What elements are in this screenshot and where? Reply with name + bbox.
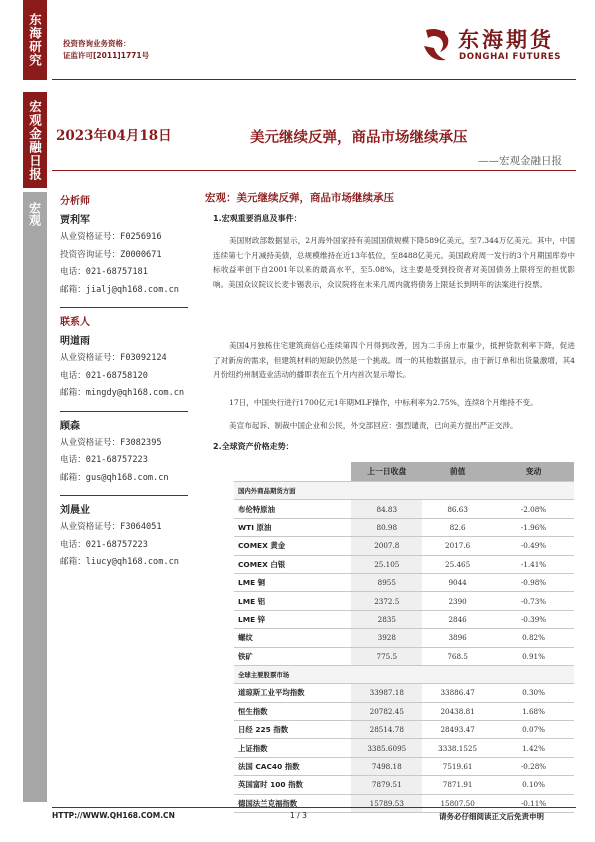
table-row: [234, 647, 574, 665]
asset-name: 法国 CAC40 指数: [234, 757, 351, 775]
prev-close: 20782.45: [351, 702, 422, 720]
asset-name: 上证指数: [234, 739, 351, 757]
contact-name: 明道雨: [60, 336, 90, 347]
prior-value: 15807.50: [422, 794, 493, 812]
table-row: [234, 610, 574, 628]
table-row: [234, 684, 574, 702]
prev-close: 25.105: [351, 555, 422, 573]
sidebar-divider: [60, 495, 188, 496]
paragraph: 美国4月独栋住宅建筑商信心连续第四个月得到改善，因为二手房上市量少，抵押贷款利率下降，促进了对新房的需求，但建筑材料的短缺仍然是一个挑战。周一的其他数据显示，由于新订单和出货量激增，其4月份纽约州制造业活动的播即表在五个月内首次显示增长。: [213, 341, 575, 380]
logo-english-name: DONGHAI FUTURES: [459, 52, 562, 62]
prev-close: 7879.51: [351, 776, 422, 794]
analyst-heading: 分析师: [60, 196, 90, 207]
column-header: 变动: [493, 462, 574, 482]
report-date: 2023年04月18日: [56, 128, 172, 144]
table-row: [234, 702, 574, 720]
asset-name: LME 锌: [234, 610, 351, 628]
analyst-advisory-license: 投资咨询证号：Z0000671: [60, 249, 162, 260]
sidebar-divider: [60, 411, 188, 412]
prior-value: 20438.81: [422, 702, 493, 720]
asset-name: COMEX 黄金: [234, 537, 351, 555]
table-group-label: 国内外商品期货方面: [234, 482, 574, 500]
prior-value: 86.63: [422, 500, 493, 518]
logo-chinese-name: 东海期货: [458, 27, 554, 52]
asset-name: LME 铝: [234, 592, 351, 610]
change-percent: 1.42%: [493, 739, 574, 757]
change-percent: -0.49%: [493, 537, 574, 555]
change-percent: -0.28%: [493, 757, 574, 775]
contact-license: 从业资格证号：F3064051: [60, 522, 162, 532]
prev-close: 84.83: [351, 500, 422, 518]
prev-close: 2835: [351, 610, 422, 628]
subheading-macro-news: 1.宏观重要消息及事件：: [213, 214, 302, 223]
contact-email[interactable]: 邮箱：liucy@qh168.com.cn: [60, 557, 179, 567]
prior-value: 2390: [422, 592, 493, 610]
qualification-line-1: 投资咨询业务资格：: [63, 39, 131, 48]
header-divider: [52, 79, 576, 80]
contact-license: 从业资格证号：F03092124: [60, 353, 167, 363]
contact-name: 顾森: [60, 420, 80, 432]
prior-value: 2846: [422, 610, 493, 628]
change-percent: -0.39%: [493, 610, 574, 628]
column-header: 前值: [422, 462, 493, 482]
table-row: [234, 739, 574, 757]
table-group-label: 全球主要股票市场: [234, 665, 574, 683]
table-header-row: [234, 462, 574, 482]
analyst-license: 从业资格证号：F0256916: [60, 232, 162, 242]
prev-close: 3385.6095: [351, 739, 422, 757]
change-percent: -0.73%: [493, 592, 574, 610]
asset-name: 日经 225 指数: [234, 721, 351, 739]
prev-close: 28514.78: [351, 721, 422, 739]
prev-close: 7498.18: [351, 757, 422, 775]
change-percent: 1.68%: [493, 702, 574, 720]
change-percent: -1.41%: [493, 555, 574, 573]
asset-name: 布伦特原油: [234, 500, 351, 518]
contact-phone: 电话：021-68757223: [60, 539, 148, 550]
paragraph: 17日，中国央行进行1700亿元1年期MLF操作，中标利率为2.75%，连续8个月维持不变。: [229, 398, 538, 407]
asset-name: 铁矿: [234, 647, 351, 665]
table-row: [234, 794, 574, 812]
table-row: [234, 555, 574, 573]
category-tab: [23, 192, 47, 802]
footer-disclaimer: 请务必仔细阅读正文后免责申明: [439, 812, 544, 821]
footer-divider: [52, 807, 576, 808]
contact-phone: 电话：021-68758120: [60, 370, 148, 381]
asset-name: WTI 原油: [234, 518, 351, 536]
qualification-text: [63, 38, 149, 62]
prior-value: 9044: [422, 573, 493, 591]
table-corner: [234, 462, 351, 482]
analyst-email[interactable]: 邮箱：jialj@qh168.com.cn: [60, 284, 179, 295]
prior-value: 3896: [422, 629, 493, 647]
asset-name: 螺纹: [234, 629, 351, 647]
change-percent: -1.96%: [493, 518, 574, 536]
analyst-name: 贾利军: [60, 215, 90, 226]
table-row: [234, 629, 574, 647]
paragraph: 美宣布起诉、制裁中国企业和公民，外交部回应：强烈谴责，已向美方提出严正交涉。: [229, 421, 518, 430]
prior-value: 28493.47: [422, 721, 493, 739]
table-group-row: [234, 482, 574, 500]
table-group-row: [234, 665, 574, 683]
table-row: [234, 721, 574, 739]
change-percent: 0.07%: [493, 721, 574, 739]
contact-heading: 联系人: [60, 317, 90, 328]
column-header: 上一日收盘: [351, 462, 422, 482]
table-row: [234, 776, 574, 794]
footer-url-link[interactable]: HTTP://WWW.QH168.COM.CN: [52, 811, 175, 820]
analyst-sidebar: [60, 192, 190, 572]
report-type-tab: 宏观金融日报: [23, 92, 47, 188]
asset-name: 恒生指数: [234, 702, 351, 720]
asset-name: 德国法兰克福指数: [234, 794, 351, 812]
table-row: [234, 500, 574, 518]
analyst-phone: 电话：021-68757181: [60, 267, 148, 277]
table-body: [234, 482, 574, 813]
asset-price-table: [234, 462, 574, 813]
prev-close: 15789.53: [351, 794, 422, 812]
contact-email[interactable]: 邮箱：gus@qh168.com.cn: [60, 472, 169, 483]
qualification-line-2: 证监许可[2011]1771号: [63, 51, 150, 60]
table-row: [234, 573, 574, 591]
prev-close: 2372.5: [351, 592, 422, 610]
report-subtitle: ——宏观金融日报: [478, 155, 562, 167]
prior-value: 2017.6: [422, 537, 493, 555]
sidebar-divider: [60, 307, 188, 308]
prev-close: 775.5: [351, 647, 422, 665]
prior-value: 33886.47: [422, 684, 493, 702]
prev-close: 3928: [351, 629, 422, 647]
contact-phone: 电话：021-68757223: [60, 455, 148, 465]
change-percent: 0.30%: [493, 684, 574, 702]
report-title: 美元继续反弹，商品市场继续承压: [250, 129, 468, 146]
table-row: [234, 592, 574, 610]
change-percent: 0.10%: [493, 776, 574, 794]
contact-name: 刘晨业: [60, 505, 90, 516]
prior-value: 768.5: [422, 647, 493, 665]
asset-name: 英国富时 100 指数: [234, 776, 351, 794]
prior-value: 7871.91: [422, 776, 493, 794]
donghai-logo-icon: [420, 24, 454, 66]
page-number: 1 / 3: [290, 811, 307, 820]
title-divider: [52, 170, 576, 171]
change-percent: -2.08%: [493, 500, 574, 518]
change-percent: -0.11%: [493, 794, 574, 812]
asset-name: COMEX 白银: [234, 555, 351, 573]
asset-name: LME 铜: [234, 573, 351, 591]
prev-close: 33987.18: [351, 684, 422, 702]
prior-value: 3338.1525: [422, 739, 493, 757]
prev-close: 8955: [351, 573, 422, 591]
change-percent: 0.82%: [493, 629, 574, 647]
prior-value: 82.6: [422, 518, 493, 536]
section-title: 宏观：美元继续反弹，商品市场继续承压: [205, 192, 394, 204]
prior-value: 25.465: [422, 555, 493, 573]
change-percent: 0.91%: [493, 647, 574, 665]
table-row: [234, 537, 574, 555]
contact-license: 从业资格证号：F3082395: [60, 437, 162, 448]
contact-email[interactable]: 邮箱：mingdy@qh168.com.cn: [60, 388, 185, 398]
category-label: 宏观: [27, 202, 42, 226]
asset-name: 道琼斯工业平均指数: [234, 684, 351, 702]
subheading-asset-prices: 2.全球资产价格走势：: [213, 442, 294, 451]
table-row: [234, 757, 574, 775]
prev-close: 80.98: [351, 518, 422, 536]
brand-tab: 东海研究: [23, 0, 47, 80]
paragraph: 美国财政部数据显示，2月海外国家持有美国国债规模下降589亿美元，至7.344万亿美元。其中，中国连续第七个月减持美债，总规模维持在近13年低位，至8488亿美元。美国政府周一发行的3个月期国库券中标收益率创下自2001年以来的最高水平，至5.08%，这主要是受到投资者对美国债务上限将至的担忧影响。美国众议院议长麦卡锡表示，众议院将在未来几周内就将债务上限延长到明年的法案进行投票。: [213, 236, 575, 290]
prior-value: 7519.61: [422, 757, 493, 775]
change-percent: -0.98%: [493, 573, 574, 591]
prev-close: 2007.8: [351, 537, 422, 555]
table-row: [234, 518, 574, 536]
